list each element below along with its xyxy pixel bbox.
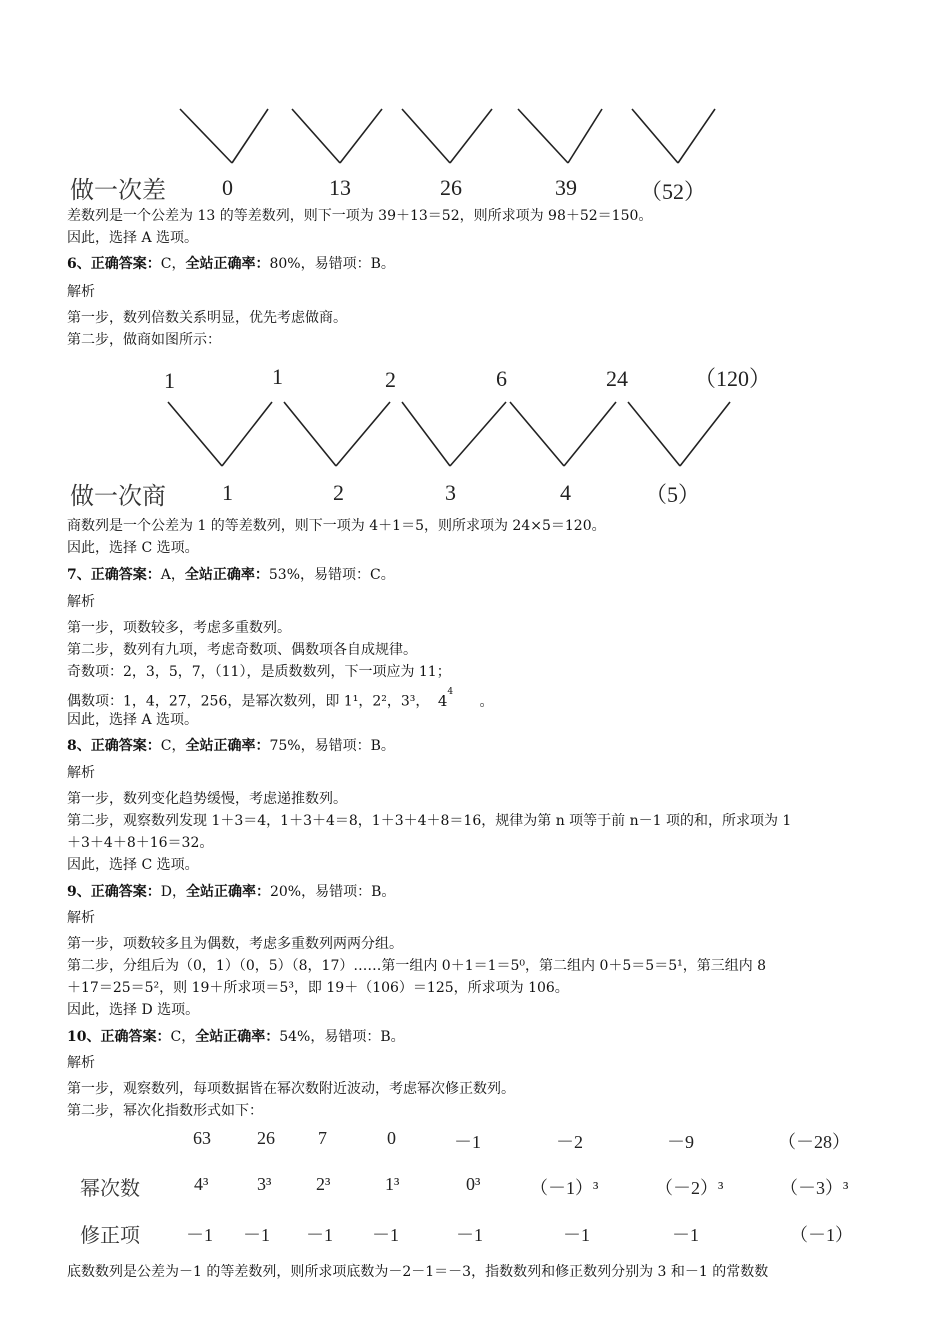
table-cell: －1 [454,1132,481,1152]
table-cell: －1 [306,1225,333,1245]
table-cell: －9 [667,1132,694,1152]
table-cell: －2 [556,1132,583,1152]
diagram2-label: 做一次商 [70,482,166,510]
quot-line [402,402,450,466]
q7-line4-text: 偶数项：1，4，27，256，是幂次数列，即 1¹，2²，3³， [67,693,430,710]
q6-step1: 第一步，数列倍数关系明显，优先考虑做商。 [67,310,347,326]
q6-header [67,254,395,274]
diagram1-value: 26 [440,175,462,200]
quot-line [450,402,506,466]
q10-accuracy: 54%，易错项：B。 [279,1029,405,1045]
diagram2-bottom-value: （5） [645,482,701,507]
table-cell: 3³ [257,1174,272,1194]
table-cell: －1 [563,1225,590,1245]
q7-number: 7、 [67,567,91,583]
quotient-diagram-lines [160,398,740,470]
q8-number: 8、 [67,738,91,754]
table-cell: 4³ [194,1174,209,1194]
diagram2-top-value: 2 [385,367,396,392]
q8-header [67,736,395,756]
diagram2-top-value: 1 [272,364,283,389]
q8-analysis-label: 解析 [67,765,95,781]
q9-number: 9、 [67,884,91,900]
q7-answer: A， [160,567,185,583]
q10-answer: C， [170,1029,196,1045]
quot-line [336,402,390,466]
diagram2-top-value: （120） [694,366,772,391]
table-cell: －1 [456,1225,483,1245]
q6-answer: C， [160,256,186,272]
q10-analysis-label: 解析 [67,1055,95,1071]
accuracy-label: 全站正确率： [185,256,270,272]
table-cell: （－1）³ [530,1178,599,1198]
diff-line [402,109,450,163]
quot-line [510,402,564,466]
accuracy-label: 全站正确率： [185,884,270,900]
diff-line [518,109,568,163]
q10-line2: 第二步，幂次化指数形式如下： [67,1103,263,1119]
q7-answer: 因此，选择 A 选项。 [67,712,199,728]
q8-line3: ＋3＋4＋8＋16＝32。 [67,835,214,851]
q8-accuracy: 75%，易错项：B。 [269,738,395,754]
q6-analysis-label: 解析 [67,284,95,300]
quot-line [628,402,680,466]
table-cell: 1³ [385,1174,400,1194]
q5-answer: 因此，选择 A 选项。 [67,230,199,246]
table-cell: （－1） [790,1225,853,1245]
power-exponent: 4 [447,687,454,697]
diff-line [450,109,492,163]
diagram2-top-value: 6 [496,366,507,391]
q6-answer: 因此，选择 C 选项。 [67,540,199,556]
q9-header [67,882,395,902]
q7-accuracy: 53%，易错项：C。 [268,567,395,583]
q8-answer: 因此，选择 C 选项。 [67,857,199,873]
q10-conclusion: 底数数列是公差为－1 的等差数列，则所求项底数为－2－1＝－3，指数数列和修正数列分别为 3 和－1 的常数数 [67,1264,769,1280]
accuracy-label: 全站正确率： [185,738,270,754]
q10-line1: 第一步，观察数列，每项数据皆在幂次数附近波动，考虑幂次修正数列。 [67,1081,515,1097]
q9-line3: ＋17＝25＝5²，则 19＋所求项＝5³，即 19＋（106）＝125，所求项为 106。 [67,980,569,996]
table-cell: （－2）³ [655,1178,724,1198]
quot-line [680,402,730,466]
table-row-label: 修正项 [80,1223,140,1247]
q7-line1: 第一步，项数较多，考虑多重数列。 [67,620,291,636]
q6-accuracy: 80%，易错项：B。 [269,256,395,272]
q5-conclusion: 差数列是一个公差为 13 的等差数列，则下一项为 39＋13＝52，则所求项为 98＋52＝150。 [67,208,653,224]
table-cell: （－28） [778,1132,850,1152]
diff-line [340,109,382,163]
q9-line1: 第一步，项数较多且为偶数，考虑多重数列两两分组。 [67,936,403,952]
diff-line [292,109,340,163]
diagram1-value: 13 [329,175,351,200]
diagram2-top-value: 24 [606,366,628,391]
q9-accuracy: 20%，易错项：B。 [269,884,396,900]
q6-number: 6、 [67,256,91,272]
diff-line [180,109,232,163]
q9-answer: 因此，选择 D 选项。 [67,1002,200,1018]
diagram1-value: （52） [640,179,707,204]
q8-line2: 第二步，观察数列发现 1＋3＝4，1＋3＋4＝8，1＋3＋4＋8＝16，规律为第 n 项等于前 n－1 项的和，所求项为 1 [67,813,792,829]
q8-line1: 第一步，数列变化趋势缓慢，考虑递推数列。 [67,791,347,807]
diff-line [632,109,678,163]
q9-answer: D， [160,884,186,900]
diagram2-top-value: 1 [164,368,175,393]
diagram1-label: 做一次差 [70,176,166,204]
q6-step2: 第二步，做商如图所示： [67,332,221,348]
table-cell: －1 [372,1225,399,1245]
table-cell: －1 [243,1225,270,1245]
q9-line2: 第二步，分组后为（0，1）（0，5）（8，17）……第一组内 0＋1＝1＝5⁰，第二组内 0＋5＝5＝5¹，第三组内 8 [67,958,767,974]
correct-answer-label: 正确答案： [90,567,161,583]
q6-conclusion: 商数列是一个公差为 1 的等差数列，则下一项为 4＋1＝5，则所求项为 24×5＝120。 [67,518,606,534]
table-cell: 0 [387,1128,396,1148]
table-cell: 0³ [466,1174,481,1194]
table-cell: （－3）³ [780,1178,849,1198]
q7-line4-end: 。 [479,693,494,710]
quot-line [222,402,272,466]
power-base: 4 [437,691,448,710]
table-cell: 26 [257,1128,275,1148]
quot-line [284,402,336,466]
q8-answer: C， [160,738,186,754]
diagram2-bottom-value: 1 [222,480,233,505]
table-cell: 7 [318,1128,327,1148]
accuracy-label: 全站正确率： [184,567,269,583]
q7-header [67,565,395,585]
q7-analysis-label: 解析 [67,594,95,610]
diff-line [568,109,602,163]
quot-line [168,402,222,466]
q9-analysis-label: 解析 [67,910,95,926]
correct-answer-label: 正确答案： [90,738,161,754]
diagram2-bottom-value: 3 [445,480,456,505]
diagram2-bottom-value: 2 [333,480,344,505]
correct-answer-label: 正确答案： [90,256,161,272]
correct-answer-label: 正确答案： [100,1029,171,1045]
table-cell: 2³ [316,1174,331,1194]
table-cell: －1 [672,1225,699,1245]
q7-line4 [67,688,494,712]
quot-line [564,402,616,466]
accuracy-label: 全站正确率： [195,1029,280,1045]
q7-line2: 第二步，数列有九项，考虑奇数项、偶数项各自成规律。 [67,642,417,658]
table-cell: 63 [193,1128,211,1148]
table-cell: －1 [186,1225,213,1245]
diff-line [232,109,268,163]
diff-line [678,109,715,163]
diagram1-value: 39 [555,175,577,200]
diagram2-bottom-value: 4 [560,480,571,505]
difference-diagram-lines [170,105,730,165]
q10-header [67,1027,405,1047]
diagram1-value: 0 [222,175,233,200]
correct-answer-label: 正确答案： [90,884,161,900]
q10-number: 10、 [67,1029,101,1045]
q7-line3: 奇数项：2，3，5，7，（11），是质数数列，下一项应为 11； [67,664,451,680]
table-row-label: 幂次数 [80,1176,140,1200]
